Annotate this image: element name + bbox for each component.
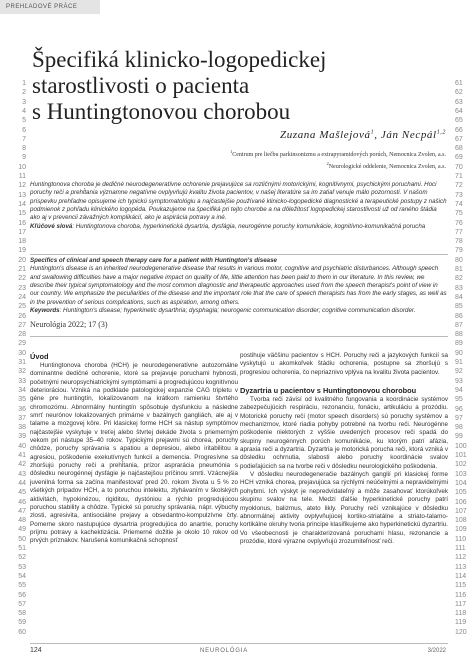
abstract-english — [30, 257, 448, 315]
footer-rule — [30, 643, 448, 644]
line-number: 105 — [455, 489, 467, 497]
line-number: 54 — [18, 572, 26, 580]
line-number: 100 — [455, 442, 467, 450]
line-number: 80 — [455, 256, 463, 264]
line-number: 36 — [18, 405, 26, 413]
line-number: 99 — [455, 433, 463, 441]
line-number: 64 — [455, 107, 463, 115]
line-number: 35 — [18, 396, 26, 404]
line-number: 90 — [455, 349, 463, 357]
line-number: 15 — [18, 210, 26, 218]
line-number: 85 — [455, 303, 463, 311]
line-number: 83 — [455, 284, 463, 292]
line-number: 60 — [18, 628, 26, 636]
line-number: 87 — [455, 321, 463, 329]
line-number: 92 — [455, 368, 463, 376]
author-separator: , — [374, 129, 381, 141]
line-number: 111 — [455, 545, 466, 552]
line-number: 24 — [18, 293, 26, 301]
line-number: 32 — [18, 368, 26, 376]
line-number: 110 — [455, 535, 467, 543]
line-number: 82 — [455, 275, 463, 283]
line-number: 117 — [455, 600, 467, 608]
line-number: 6 — [22, 126, 26, 134]
divider — [30, 254, 448, 255]
line-number: 63 — [455, 98, 463, 106]
line-number: 71 — [455, 173, 463, 180]
line-number: 16 — [18, 219, 26, 227]
line-number: 19 — [18, 247, 26, 255]
line-number: 86 — [455, 312, 463, 320]
title-line: Špecifiká klinicko-logopedickej — [32, 47, 327, 72]
line-number: 77 — [455, 228, 463, 236]
body-column-left — [30, 352, 238, 546]
line-number: 55 — [18, 582, 26, 590]
line-number: 66 — [455, 126, 463, 134]
line-number: 48 — [18, 517, 26, 525]
line-number: 75 — [455, 210, 463, 218]
title-line: starostlivosti o pacienta — [32, 73, 250, 98]
line-number: 73 — [455, 191, 463, 199]
line-number: 84 — [455, 293, 463, 301]
body-paragraph: V dôsledku neurodegeneračie bazálnych ganglií pri klasickej forme HCH vzniká chorea, prejavujúca sa rýchlymi neúčelnými a nepravidelnými pohybmi. Ich výskyt je nepredvídateľný a môže zasahovať ktorúkoľvek skupinu svalov na tele. Medzi ďalšie hyperkinetické poruchy patrí myoklonus, balizmus, ateto likly. Poruchy reči vznikajúce v dôsledku abnormálnej aktivity ovplyvňujúcej kortiko-striatálne a striato-talamo-kortikálne okruhy tvoria principe klasifikujeme ako hyperkinetickú dyzartriu. Vo všeobecnosti je charakterizovaná poruchami hlasu, rezonancie a prozódie, ktoré výrazne ovplyvňujú zrozumiteľnosť reči. — [240, 471, 448, 545]
affiliation-line — [146, 160, 446, 172]
line-number: 44 — [18, 479, 26, 487]
keywords-label: Keywords — [30, 307, 60, 315]
section-heading: Úvod — [30, 352, 49, 361]
line-number: 56 — [18, 591, 26, 599]
line-number: 42 — [18, 461, 26, 469]
line-number: 40 — [18, 442, 26, 450]
line-number: 65 — [455, 117, 463, 125]
page-footer — [0, 640, 474, 670]
section-heading: Dyzartria u pacientov s Huntingtonovou chorobou — [240, 386, 417, 396]
affiliation-line — [146, 148, 446, 160]
line-number: 113 — [455, 563, 467, 571]
line-number: 41 — [18, 452, 26, 459]
author-name: Ján Necpál — [380, 129, 437, 141]
line-number: 116 — [455, 591, 467, 599]
keywords-text: : Huntingtonova choroba, hyperkinetická dysartria, dysfágia, neurogénne poruchy komunikácie, kognitívno-komunikačná porucha — [72, 222, 426, 230]
line-number: 9 — [22, 154, 26, 162]
abstract-text: Huntington's disease is an inherited neurodegenerative disease that results in various motor, cognitive and psychiatric disturbances. Although speech and swallowing difficulties have a major negative impact on quality of life, little attention has been paid to them in our literature. In this review, we describe their typical symptomatology and the most common diagnostic and therapeutic approaches used from the speech therapist's point of view in our country. We emphasize the peculiarities of the disease and the important role that the care of speech therapists has from the early stages, as well as in the prevention of serious complications, such as aspiration, among others. — [30, 265, 447, 306]
affiliations — [146, 148, 446, 171]
line-number: 57 — [18, 600, 26, 608]
line-number: 101 — [455, 452, 467, 459]
line-number: 23 — [18, 284, 26, 292]
line-number: 98 — [455, 424, 463, 432]
line-number: 22 — [18, 275, 26, 283]
line-number: 4 — [22, 107, 26, 115]
line-number: 91 — [455, 359, 463, 366]
footer-journal: NEUROLÓGIA — [200, 648, 249, 654]
line-number: 1 — [22, 80, 26, 87]
author-list — [186, 129, 446, 141]
author-affiliation-mark: 1 — [370, 129, 375, 136]
line-number: 120 — [455, 628, 467, 636]
line-number: 45 — [18, 489, 26, 497]
line-number: 17 — [18, 228, 26, 236]
title-line: s Huntingtonovou chorobou — [32, 99, 291, 124]
line-number: 49 — [18, 526, 26, 534]
line-number: 97 — [455, 414, 463, 422]
line-number: 81 — [455, 266, 463, 273]
abstract-slovak — [30, 181, 448, 231]
line-number: 103 — [455, 470, 467, 478]
line-number: 89 — [455, 340, 463, 348]
line-number: 34 — [18, 386, 26, 394]
section-tab: PREHĽADOVÉ PRÁCE — [0, 0, 100, 14]
line-number: 13 — [18, 191, 26, 199]
footer-issue: 3/2022 — [427, 648, 446, 654]
abstract-text: Huntingtonova choroba je dedičné neurodegeneratívne ochorenie prejavujúce sa rozličnými motorickými, kognitívnymi, psychickými poruchami. Hoci poruchy reči a prehĺtania významne negatívne ovplyvňujú kvalitu života pacientov, v našej literatúre sa im zatiaľ venuje málo pozornosti. V našom príspevku prehľadne opisujeme ich typickú symptomatológiu a najčastejšie používané klinicko-logopedické diagnostické a terapeutické postupy z našich podmienok z pohľadu klinického logopéda. Poukazujeme na špecifiká pri tejto chorobe a na dôležitosť logopedickej starostlivosti už od raného štádia ako aj v prevencii závažných komplikácií, ako je aspirácia potravy a iné. — [30, 181, 447, 222]
line-number: 38 — [18, 424, 26, 432]
line-number: 28 — [18, 331, 26, 339]
line-number: 46 — [18, 498, 26, 506]
page-number: 124 — [30, 647, 42, 654]
line-number: 12 — [18, 182, 26, 190]
line-number: 26 — [18, 312, 26, 320]
line-number: 112 — [455, 554, 467, 562]
line-number: 8 — [22, 145, 26, 153]
body-paragraph: postihuje väčšinu pacientov s HCH. Poruchy reči a jazykových funkcií sa vyskytujú u akomkoľvek štádiu ochorenia, postupne sa zhoršujú s progresiou ochorenia, čo nepriaznivo vplýva na kvalitu života pacientov. — [240, 352, 448, 376]
line-number: 39 — [18, 433, 26, 441]
affiliation-mark: 1 — [229, 149, 233, 154]
journal-citation: Neurológia 2022; 17 (3) — [30, 320, 108, 329]
line-number: 115 — [455, 582, 467, 590]
article-title — [32, 47, 412, 125]
line-number: 18 — [18, 238, 26, 246]
line-number: 31 — [18, 359, 26, 366]
body-column-right — [240, 352, 448, 546]
author-affiliation-mark: 1,2 — [436, 129, 446, 136]
line-number: 96 — [455, 405, 463, 413]
english-title: Specifics of clinical and speech therapy care for a patient with Huntington's disease — [30, 257, 277, 264]
line-number: 7 — [22, 135, 26, 143]
line-number: 109 — [455, 526, 467, 534]
line-number: 70 — [455, 163, 463, 171]
line-number: 43 — [18, 470, 26, 478]
line-number: 33 — [18, 377, 26, 385]
line-number: 106 — [455, 498, 467, 506]
divider — [30, 336, 448, 337]
line-number: 61 — [455, 80, 463, 87]
line-number: 30 — [18, 349, 26, 357]
line-number: 3 — [22, 98, 26, 106]
line-number: 67 — [455, 135, 463, 143]
body-paragraph: Huntingtonova choroba (HCH) je neurodegeneratívne autozomálne dominantne dedičné ochorenie, ktoré sa prejavuje poruchami hybnosti, početnými neuropsychiatrickými symptómami a progredujúcou kognitívnou deterioráciou. Vzniká na podklade patologickej expanzie CAG tripletu v géne pre huntingtín, lokalizovanom na krátkom ramienku štvrtého chromozómu. Abnormálny huntingtín spôsobuje dysfunkciu a následne smrť neurónov lokalizovaných primárne v bazálnych gangliách, ale aj v talame a mozgovej kôre. Pri klasickej forme HCH sa nástup symptómov najčastejšie vyskytuje v treťej alebo štvrtej dekáde života s priemerným vekom pri nástupe 35–40 rokov. Typickými prejavmi sú chorea, poruchy chôdze, poruchy správania s apatiou a depresiou, alebo iritabilitou a agresiou, poškodenie exekutívnych funkcií a demencia. Progresívne sa zhoršujú poruchy reči a prehĺtania, prízor asprarácia pneumónia s dôsledku neurogénnej dysfágie je najčastejšou príčinou smrti. Vzácnejšia juvenilná forma sa začína manifestovať pred 20. rokom života u 5 % zo všetkých prípadov HCH, a to poruchou intelektu, zlyhávaním v školských aktivitách, hypokinézou, rigiditou, dystóniou a rýchlo progredujúcou poruchou stability a chôdze. Typické sú poruchy správania, nápr. výbuchy zlosti, agresivita, antisociálne prejavy a obsedantno-kompulzívne črty. Pomerne skoro nastupujúce dysartria progredujúca do anartrie, poruchy príjmu potravy a kachektizácia. Priemerné dožitie je okolo 10 rokov od prvých príznakov. Narušená komunikačná schopnosť — [30, 362, 238, 545]
author-name: Zuzana Mašlejová — [280, 129, 371, 141]
line-number: 76 — [455, 219, 463, 227]
line-number: 119 — [455, 619, 467, 627]
line-number: 11 — [18, 173, 26, 180]
line-number: 69 — [455, 154, 463, 162]
line-number: 10 — [18, 163, 26, 171]
line-number: 37 — [18, 414, 26, 422]
line-number: 20 — [18, 256, 26, 264]
line-number: 104 — [455, 479, 467, 487]
line-number: 5 — [22, 117, 26, 125]
keywords-label: Kľúčové slová — [30, 222, 73, 230]
line-number: 52 — [18, 554, 26, 562]
line-number: 93 — [455, 377, 463, 385]
line-number: 14 — [18, 200, 26, 208]
line-number: 108 — [455, 517, 467, 525]
line-number: 51 — [18, 545, 26, 552]
line-number: 72 — [455, 182, 463, 190]
line-number: 118 — [455, 610, 467, 618]
line-number: 107 — [455, 507, 467, 515]
line-number: 59 — [18, 619, 26, 627]
line-number: 53 — [18, 563, 26, 571]
line-number: 50 — [18, 535, 26, 543]
line-number: 78 — [455, 238, 463, 246]
line-number: 79 — [455, 247, 463, 255]
line-number: 27 — [18, 321, 26, 329]
keywords-text: : Huntington's disease; hyperkinetic dysarthria; dysphagia; neurogenic communication disorder; cognitive communication disorder. — [59, 307, 416, 315]
line-number: 21 — [18, 266, 26, 273]
line-number: 95 — [455, 396, 463, 404]
line-number: 25 — [18, 303, 26, 311]
line-number: 114 — [455, 572, 467, 580]
line-number: 58 — [18, 610, 26, 618]
line-number: 68 — [455, 145, 463, 153]
line-number: 88 — [455, 331, 463, 339]
line-number: 29 — [18, 340, 26, 348]
line-number: 102 — [455, 461, 467, 469]
line-number: 2 — [22, 89, 26, 97]
line-number: 47 — [18, 507, 26, 515]
affiliation-text: Centrum pre liečbu parkinsonizmu a extrapyramidových porúch, Nemocnica Zvolen, a.s. — [232, 152, 446, 158]
line-number: 62 — [455, 89, 463, 97]
line-number: 94 — [455, 386, 463, 394]
affiliation-text: Neurologické oddelenie, Nemocnica Zvolen, a.s. — [328, 163, 446, 170]
line-number: 74 — [455, 200, 463, 208]
affiliation-mark: 2 — [326, 160, 329, 166]
body-paragraph: Tvorba reči závisí od kvalitného fungovania a koordinácie systémov zabezpečujúcich respiráciu, rezonanciu, fonáciu, artikuláciu a prozódiu. Motorické poruchy reči (motor speech disorders) sú poruchy systémov a mechanizmov, ktoré riadia pohyby potrebné na tvorbu reči. Neurogénne poškodenie niektorých z vyššie uvedených procesov reči spadá do skupiny neurogénnych porúch komunikácie, ku ktorým patrí afázia, apraxia reči a dyzartria. Dyzartria je motorická porucha reči, ktorá vzniká v dôsledku ochrnutia, slabosti alebo poruchy koordinácie svalov podieľajúcich sa na tvorbe reči v dôsledku neurologického poškodenia. — [240, 396, 448, 470]
